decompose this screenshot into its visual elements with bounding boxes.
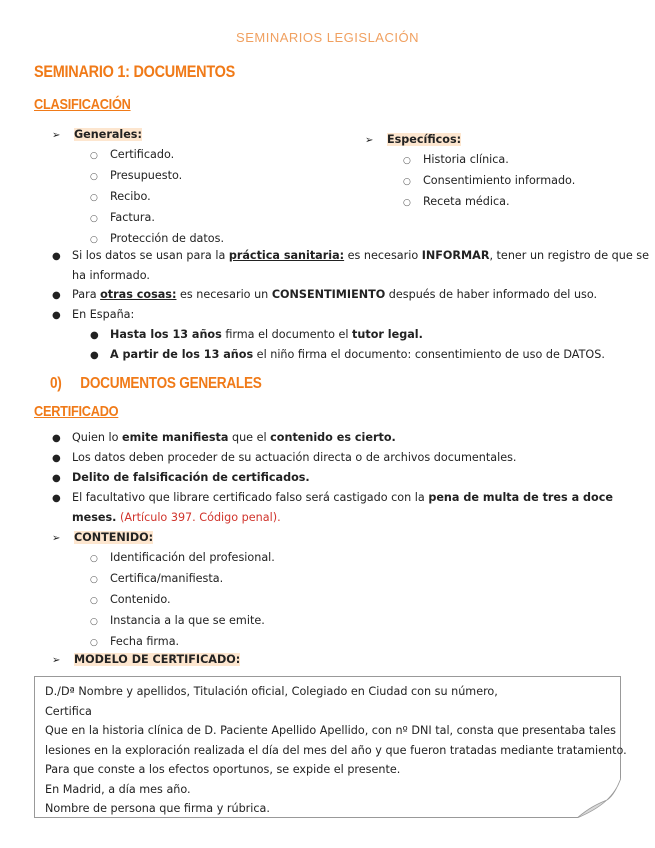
list-item: Presupuesto. [110, 169, 183, 182]
circle-bullet-icon: ○ [90, 638, 98, 648]
box-line: Que en la historia clínica de D. Paciente Apellido Apellido, con nº DNI tal, consta que presentaba tales [45, 724, 616, 737]
box-line: D./Dª Nombre y apellidos, Titulación oficial, Colegiado en Ciudad con su número, [45, 685, 498, 698]
text: es necesario un [176, 288, 272, 301]
especificos-list [365, 130, 575, 213]
bullet-icon: ● [90, 350, 99, 361]
text: El facultativo que librare certificado falso será castigado con la [72, 491, 429, 504]
bullet-icon: ● [52, 473, 61, 484]
list-item: Instancia a la que se emite. [110, 614, 265, 627]
circle-bullet-icon: ○ [90, 214, 98, 224]
text: Si los datos se usan para la [72, 249, 229, 262]
text: Quien lo [72, 431, 123, 444]
list-item: Contenido. [110, 593, 171, 606]
page-title: SEMINARIOS LEGISLACIÓN [236, 30, 419, 45]
emphasis: Hasta los 13 años [110, 328, 222, 341]
generales-list [52, 125, 224, 250]
list-item: Recibo. [110, 190, 151, 203]
bullet-icon: ● [52, 493, 61, 504]
emphasis: INFORMAR [421, 249, 490, 262]
certificado-heading: CERTIFICADO [34, 403, 119, 420]
list-item: Certifica/manifiesta. [110, 572, 224, 585]
circle-bullet-icon: ○ [90, 151, 98, 161]
especificos-label: Específicos: [387, 133, 462, 146]
generales-label: Generales: [74, 128, 142, 141]
box-line: Certifica [45, 704, 92, 718]
emphasis: práctica sanitaria: [228, 249, 345, 262]
box-line: Para que conste a los efectos oportunos, se expide el presente. [45, 763, 401, 776]
text: Los datos deben proceder de su actuación directa o de archivos documentales. [72, 451, 517, 464]
arrow-bullet-icon: ➢ [365, 135, 374, 146]
arrow-bullet-icon: ➢ [52, 655, 61, 666]
list-item: Historia clínica. [423, 153, 509, 166]
emphasis: A partir de los 13 años [110, 348, 254, 361]
emphasis: emite manifiesta [122, 431, 229, 444]
text: , tener un registro de que se [489, 249, 649, 262]
emphasis: meses. [72, 511, 117, 524]
circle-bullet-icon: ○ [90, 235, 98, 245]
bullet-icon: ● [52, 310, 61, 321]
circle-bullet-icon: ○ [90, 575, 98, 585]
circle-bullet-icon: ○ [90, 554, 98, 564]
list-item: Consentimiento informado. [423, 174, 576, 187]
box-line: Nombre de persona que firma y rúbrica. [45, 802, 270, 815]
contenido-label: CONTENIDO: [74, 531, 154, 544]
section-heading [50, 375, 262, 393]
box-line: En Madrid, a día mes año. [45, 782, 191, 796]
arrow-bullet-icon: ➢ [52, 533, 61, 544]
certificado-bullets [52, 428, 637, 527]
text: En España: [72, 308, 135, 321]
bullet-icon: ● [52, 453, 61, 464]
data-usage-bullets [52, 246, 649, 365]
circle-bullet-icon: ○ [90, 193, 98, 203]
text: el niño firma el documento: consentimiento de uso de DATOS. [253, 348, 605, 361]
list-item: Factura. [110, 211, 155, 224]
legal-reference: (Artículo 397. Código penal). [116, 511, 281, 524]
circle-bullet-icon: ○ [403, 156, 411, 166]
emphasis: tutor legal. [352, 328, 423, 341]
circle-bullet-icon: ○ [403, 177, 411, 187]
text: firma el documento el [221, 328, 353, 341]
section-title: DOCUMENTOS GENERALES [80, 375, 262, 392]
emphasis: CONSENTIMIENTO [271, 288, 386, 301]
bullet-icon: ● [52, 251, 61, 262]
circle-bullet-icon: ○ [403, 198, 411, 208]
text: Para [72, 288, 101, 301]
emphasis: Delito de falsificación de certificados. [72, 471, 310, 484]
modelo-certificado-box [34, 676, 627, 818]
text: es necesario [344, 249, 422, 262]
bullet-icon: ● [52, 290, 61, 301]
classification-heading: CLASIFICACIÓN [34, 96, 131, 113]
circle-bullet-icon: ○ [90, 172, 98, 182]
text: después de haber informado del uso. [385, 288, 598, 301]
list-item: Protección de datos. [110, 232, 225, 245]
page-curl-icon [577, 778, 621, 818]
bullet-icon: ● [90, 330, 99, 341]
arrow-bullet-icon: ➢ [52, 130, 61, 141]
section-number: 0) [50, 375, 62, 392]
seminar-title: SEMINARIO 1: DOCUMENTOS [34, 62, 236, 81]
box-line: lesiones en la exploración realizada el día del mes del año y que fueron tratadas mediante tratamiento. [45, 743, 627, 757]
contenido-list [52, 528, 275, 653]
circle-bullet-icon: ○ [90, 596, 98, 606]
modelo-label-row [52, 650, 240, 670]
emphasis: pena de multa de tres a doce [428, 491, 613, 504]
list-item: Fecha firma. [110, 635, 180, 648]
list-item: Certificado. [110, 148, 175, 161]
text: que el [228, 431, 271, 444]
emphasis: otras cosas: [100, 288, 177, 301]
emphasis: contenido es cierto. [270, 431, 396, 444]
modelo-label: MODELO DE CERTIFICADO: [74, 653, 241, 666]
list-item: Identificación del profesional. [110, 551, 275, 564]
text: ha informado. [72, 269, 150, 282]
list-item: Receta médica. [423, 195, 510, 208]
circle-bullet-icon: ○ [90, 617, 98, 627]
bullet-icon: ● [52, 433, 61, 444]
